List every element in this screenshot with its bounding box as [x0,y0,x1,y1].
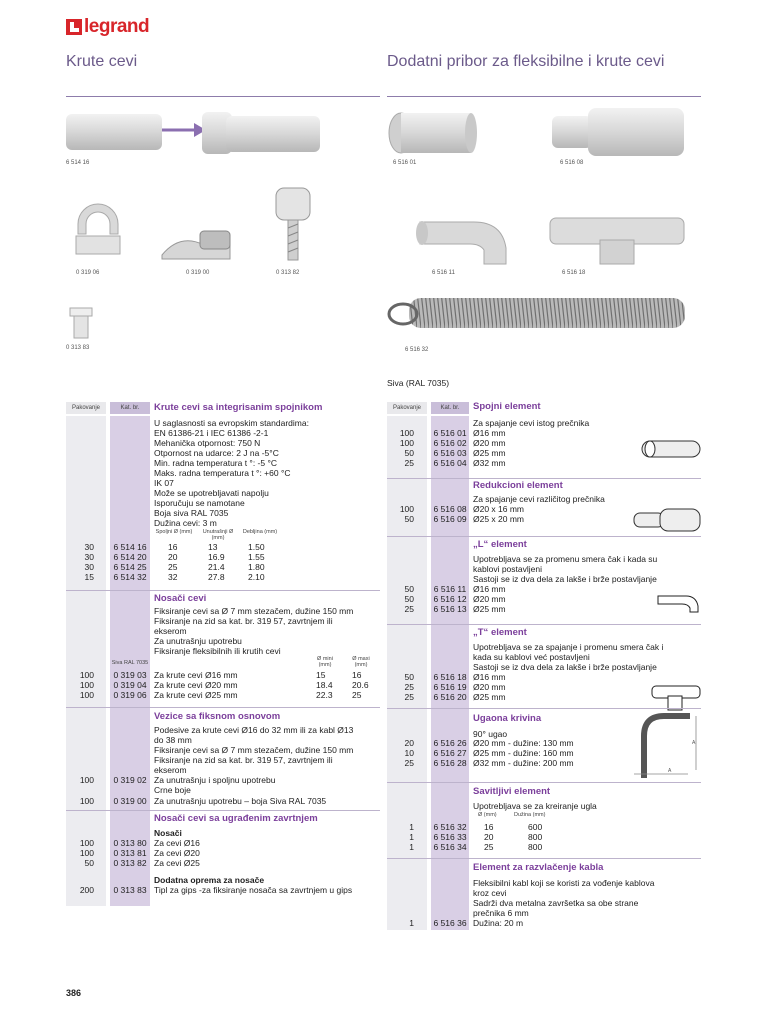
catalog-number: 6 516 20 [433,692,467,702]
pack-qty: 25 [404,692,414,702]
catalog-number: 6 516 32 [433,822,467,832]
spec-line: Za unutrašnju upotrebu [154,636,242,646]
row-text: Ø20 mm [473,438,506,448]
row-text: Za krute cevi Ø20 mm [154,680,238,690]
spec-line: Sastoji se iz dva dela za lakše i brže postavljanje [473,574,657,584]
col-label: Ø (mm) [478,812,497,818]
catalog-number: 0 319 00 [113,796,147,806]
inner-diameter: 21.4 [208,562,225,572]
section-divider [387,858,701,859]
catalog-number: 6 516 27 [433,748,467,758]
reducer-image [548,104,688,160]
left-page-title: Krute cevi [66,53,138,70]
right-page-title: Dodatni pribor za fleksibilne i krute cevi [387,53,665,70]
pack-qty: 50 [404,594,414,604]
inner-diameter: 27.8 [208,572,225,582]
catalog-number: 6 516 01 [433,428,467,438]
spec-line: Upotrebljava se za spajanje i promenu smera čak i [473,642,664,652]
row-text: Za cevi Ø25 [154,858,200,868]
row-text: Za krute cevi Ø25 mm [154,690,238,700]
screw-holder-image [268,184,318,268]
section-divider [66,810,380,811]
image-code: 6 516 18 [562,270,586,276]
page-number: 386 [66,988,82,998]
legrand-mark-icon [66,19,82,35]
section-divider [66,590,380,591]
catalog-number: 0 313 80 [113,838,147,848]
catalog-number: 6 516 04 [433,458,467,468]
max-diameter: 25 [352,690,362,700]
spec-line: IK 07 [154,478,174,488]
spec-line: prečnika 6 mm [473,908,529,918]
pack-qty: 25 [404,682,414,692]
row-text: Ø25 mm [473,604,506,614]
catalog-number: 6 516 03 [433,448,467,458]
spec-line: Sastoji se iz dva dela za lakše i brže postavljanje [473,662,657,672]
image-code: 6 516 01 [393,160,417,166]
pack-qty: 30 [84,562,94,572]
pack-qty: 50 [404,448,414,458]
left-title-rule [66,96,380,97]
pack-qty: 1 [409,842,414,852]
outer-diameter: 16 [168,542,178,552]
catalog-number: 6 514 16 [113,542,147,552]
rigid-tube-coupler-image [202,108,322,158]
flexible-spring-image [385,292,687,340]
diameter: 25 [484,842,494,852]
pack-qty: 100 [79,848,94,858]
col-header-kat: Kat. br. [431,402,469,414]
pack-qty: 25 [404,458,414,468]
pack-qty: 50 [84,858,94,868]
coupler-thumb-image [640,435,702,463]
spec-line: U saglasnosti sa evropskim standardima: [154,418,309,428]
row-text: Tipl za gips -za fiksiranje nosača sa zavrtnjem u gips [154,885,353,895]
inner-diameter: 13 [208,542,218,552]
spec-line: kada su kablovi već postavljeni [473,652,590,662]
spec-line: Fleksibilni kabl koji se koristi za vođenje kablova [473,878,655,888]
row-text: Ø20 x 16 mm [473,504,525,514]
col-label: Unutrašnji Ø (mm) [202,529,234,541]
pack-qty: 1 [409,822,414,832]
catalog-number: 6 514 20 [113,552,147,562]
spec-line: Fiksiranje cevi sa Ø 7 mm stezačem, dužine 150 mm [154,606,354,616]
subsection-title: Nosači [154,828,182,838]
catalog-number: 6 516 13 [433,604,467,614]
svg-text:A: A [692,740,696,746]
pack-qty: 100 [399,438,414,448]
subsection-title: Dodatna oprema za nosače [154,875,265,885]
catalog-number: 0 319 03 [113,670,147,680]
pack-qty: 20 [404,738,414,748]
image-code: 0 313 82 [276,270,300,276]
col-header-pakovanje: Pakovanje [387,402,427,414]
outer-diameter: 32 [168,572,178,582]
plasterboard-plug-image [66,306,96,342]
col-label: Debljina (mm) [242,529,278,535]
diameter: 16 [484,822,494,832]
catalog-number: 6 516 12 [433,594,467,604]
image-code: 6 516 11 [432,270,455,276]
section-divider [387,624,701,625]
spec-line: Dužina cevi: 3 m [154,518,217,528]
row-text: Za unutrašnju upotrebu – boja Siva RAL 7035 [154,796,327,806]
pack-qty: 25 [404,758,414,768]
angle-bend-diagram-image [630,710,702,780]
thickness: 1.80 [248,562,265,572]
spec-line: Dužina: 20 m [473,918,524,928]
catalog-number: 6 516 34 [433,842,467,852]
spec-line: Za spajanje cevi istog prečnika [473,418,590,428]
section-title: Redukcioni element [473,480,563,491]
spec-line: Mehanička otpornost: 750 N [154,438,261,448]
pack-qty: 30 [84,542,94,552]
catalog-number: 6 516 33 [433,832,467,842]
l-element-thumb-image [656,590,702,614]
spec-line: kablovi postavljeni [473,564,542,574]
arrow-icon [162,120,206,140]
brand-name: legrand [84,16,150,37]
min-diameter: 22.3 [316,690,333,700]
spec-line: Za spajanje cevi različitog prečnika [473,494,605,504]
l-element-image [414,208,524,268]
thickness: 2.10 [248,572,265,582]
rigid-tube-image [66,108,166,156]
spec-line: 90° ugao [473,729,508,739]
col-header-pakovanje: Pakovanje [66,402,106,414]
pack-qty: 100 [399,504,414,514]
spec-line: ekserom [154,626,187,636]
row-text: Za unutrašnju i spoljnu upotrebu [154,775,276,785]
spec-line: ekserom [154,765,187,775]
section-divider [387,536,701,537]
spec-line: Može se upotrebljavati napolju [154,488,269,498]
reducer-thumb-image [632,503,702,535]
spec-line: EN 61386-21 i IEC 61386 -2-1 [154,428,269,438]
diameter: 20 [484,832,494,842]
spec-line: Upotrebljava se za kreiranje ugla [473,801,597,811]
section-title: Nosači cevi [154,593,207,604]
color-note: Siva (RAL 7035) [387,378,450,388]
fixed-base-tie-image [160,225,240,265]
pack-qty: 200 [79,885,94,895]
row-text: Ø32 mm [473,458,506,468]
section-title: Spojni element [473,401,541,412]
spec-line: Fiksiranje na zid sa kat. br. 319 57, zavrtnjem ili [154,616,333,626]
pack-qty: 50 [404,672,414,682]
section-divider [66,707,380,708]
pack-qty: 25 [404,604,414,614]
length: 800 [528,842,543,852]
pack-qty: 1 [409,832,414,842]
coupler-image [387,108,477,158]
pack-qty: 100 [79,670,94,680]
length: 600 [528,822,543,832]
row-text: Za krute cevi Ø16 mm [154,670,238,680]
spec-line: Sadrži dva metalna završetka sa obe strane [473,898,639,908]
col-label: Ø mini (mm) [317,656,333,668]
col-header-kat: Kat. br. [110,402,150,414]
max-diameter: 20.6 [352,680,369,690]
thickness: 1.50 [248,542,265,552]
catalog-number: 6 514 25 [113,562,147,572]
catalog-number: 6 516 36 [433,918,467,928]
spec-line: Min. radna temperatura t °: -5 °C [154,458,278,468]
row-text: Za cevi Ø16 [154,838,200,848]
section-title: Krute cevi sa integrisanim spojnikom [154,402,323,413]
spec-line: kroz cevi [473,888,507,898]
catalog-number: 6 516 11 [433,584,467,594]
outer-diameter: 20 [168,552,178,562]
row-text: Ø20 mm [473,594,506,604]
section-divider [387,782,701,783]
tube-holder-image [70,194,126,260]
section-title: Ugaona krivina [473,713,542,724]
section-title: „T“ element [473,627,527,638]
image-code: 0 319 00 [186,270,210,276]
spec-line: Otpornost na udarce: 2 J na -5°C [154,448,279,458]
section-divider [387,708,701,709]
row-text: Ø25 x 20 mm [473,514,525,524]
pack-qty: 100 [79,690,94,700]
color-label: Siva RAL 7035 [111,660,149,666]
pack-qty: 10 [404,748,414,758]
pack-qty: 50 [404,514,414,524]
catalog-number: 0 313 81 [113,848,147,858]
col-label: Dužina (mm) [514,812,546,818]
spec-line: Fiksiranje na zid sa kat. br. 319 57, zavrtnjem ili [154,755,333,765]
catalog-number: 6 516 19 [433,682,467,692]
pack-qty: 15 [84,572,94,582]
image-code: 6 514 16 [66,160,90,166]
min-diameter: 18.4 [316,680,333,690]
spec-line: Upotrebljava se za promenu smera čak i kada su [473,554,658,564]
catalog-number: 6 516 28 [433,758,467,768]
catalog-number: 0 313 83 [113,885,147,895]
image-code: 6 516 32 [405,347,429,353]
image-code: 0 319 06 [76,270,100,276]
t-element-image [548,206,688,266]
pakovanje-column [66,416,106,906]
section-title: Element za razvlačenje kabla [473,862,604,873]
thickness: 1.55 [248,552,265,562]
row-text: Ø25 mm [473,448,506,458]
max-diameter: 16 [352,670,362,680]
section-divider [387,478,701,479]
pack-qty: 100 [79,796,94,806]
pack-qty: 100 [79,775,94,785]
inner-diameter: 16.9 [208,552,225,562]
catalog-number: 0 319 04 [113,680,147,690]
catalog-number: 6 514 32 [113,572,147,582]
section-title: Vezice sa fiksnom osnovom [154,711,281,722]
right-title-rule [387,96,701,97]
pack-qty: 100 [399,428,414,438]
row-text: Ø25 mm - dužine: 160 mm [473,748,574,758]
row-text: Crne boje [154,785,191,795]
section-title: Savitljivi element [473,786,551,797]
pack-qty: 1 [409,918,414,928]
outer-diameter: 25 [168,562,178,572]
catalog-number: 6 516 02 [433,438,467,448]
svg-text:A: A [668,768,672,774]
row-text: Ø20 mm [473,682,506,692]
catalog-number: 6 516 18 [433,672,467,682]
spec-line: Podesive za krute cevi Ø16 do 32 mm ili za kabl Ø13 [154,725,354,735]
brand-logo [66,16,149,38]
pack-qty: 50 [404,584,414,594]
row-text: Ø32 mm - dužine: 200 mm [473,758,574,768]
section-title: „L“ element [473,539,527,550]
catalog-number: 6 516 26 [433,738,467,748]
spec-line: Fiksiranje cevi sa Ø 7 mm stezačem, dužine 150 mm [154,745,354,755]
pack-qty: 100 [79,838,94,848]
catalog-number: 0 313 82 [113,858,147,868]
catalog-number: 6 516 09 [433,514,467,524]
row-text: Ø16 mm [473,428,506,438]
row-text: Za cevi Ø20 [154,848,200,858]
pack-qty: 30 [84,552,94,562]
row-text: Ø20 mm - dužine: 130 mm [473,738,574,748]
col-label: Ø maxi (mm) [352,656,370,668]
length: 800 [528,832,543,842]
row-text: Ø16 mm [473,672,506,682]
min-diameter: 15 [316,670,326,680]
spec-line: Isporučuju se namotane [154,498,245,508]
catalog-number: 0 319 06 [113,690,147,700]
catalog-number: 0 319 02 [113,775,147,785]
row-text: Ø25 mm [473,692,506,702]
row-text: Ø16 mm [473,584,506,594]
spec-line: Fiksiranje fleksibilnih ili krutih cevi [154,646,281,656]
image-code: 0 313 83 [66,345,90,351]
catalog-number: 6 516 08 [433,504,467,514]
col-label: Spoljni Ø (mm) [155,529,193,535]
image-code: 6 516 08 [560,160,584,166]
spec-line: Boja siva RAL 7035 [154,508,229,518]
spec-line: do 38 mm [154,735,192,745]
spec-line: Maks. radna temperatura t °: +60 °C [154,468,291,478]
pack-qty: 100 [79,680,94,690]
section-title: Nosači cevi sa ugrađenim zavrtnjem [154,813,318,824]
